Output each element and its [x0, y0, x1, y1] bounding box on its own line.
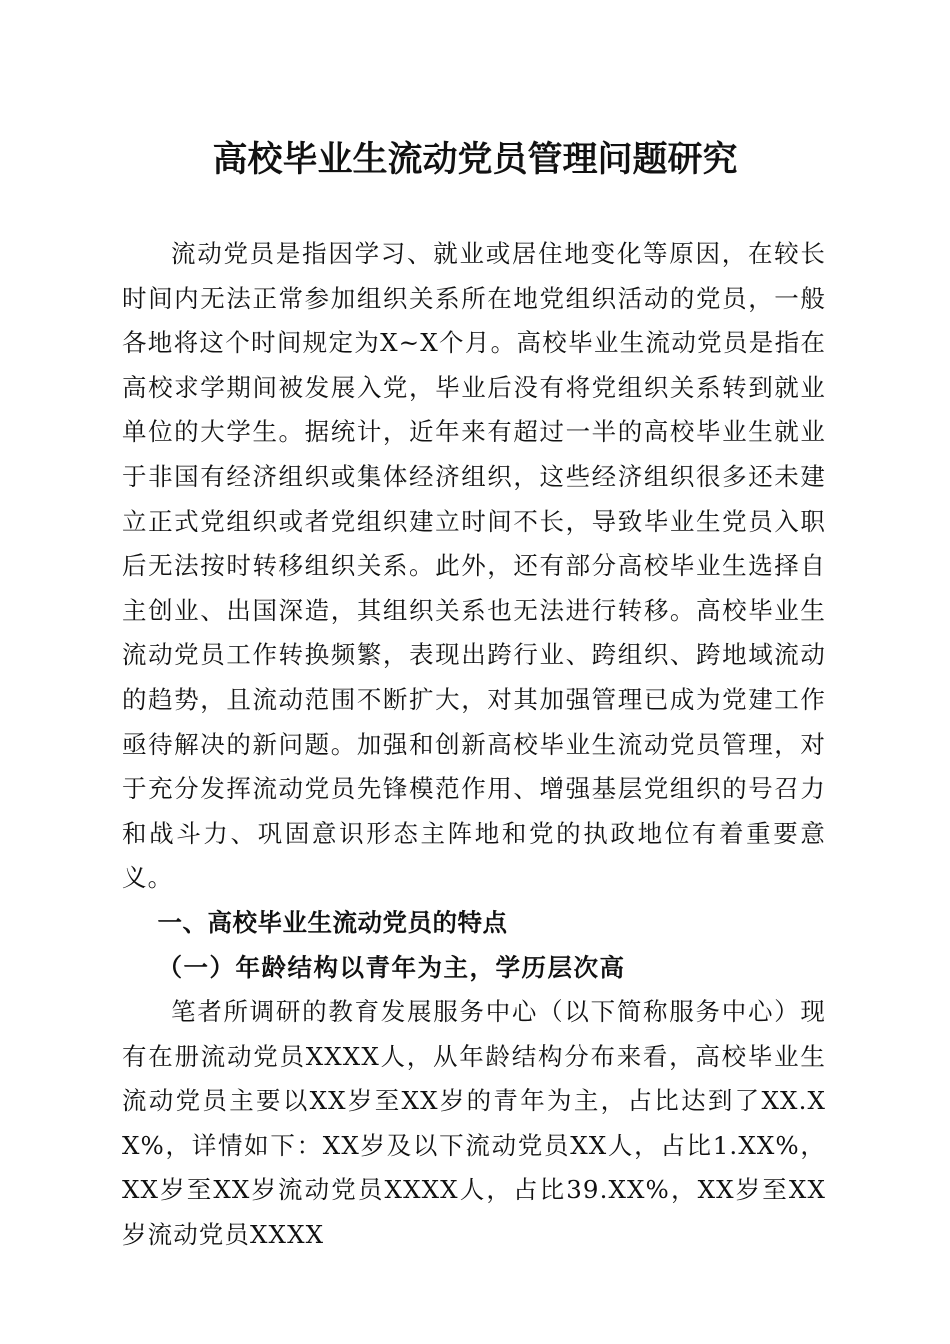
- document-body: [122, 232, 826, 1258]
- subsection-paragraph: 笔者所调研的教育发展服务中心（以下简称服务中心）现有在册流动党员XXXX人，从年龄结构分布来看，高校毕业生流动党员主要以XX岁至XX岁的青年为主，占比达到了XX.XX%，详情如下：XX岁及以下流动党员XX人，占比1.XX%，XX岁至XX岁流动党员XXXX人，占比39.XX%，XX岁至XX岁流动党员XXXX: [122, 997, 826, 1250]
- section-heading: 一、高校毕业生流动党员的特点: [157, 907, 508, 937]
- subsection-heading: （一）年龄结构以青年为主，学历层次高: [157, 952, 626, 982]
- intro-paragraph: 流动党员是指因学习、就业或居住地变化等原因，在较长时间内无法正常参加组织关系所在地党组织活动的党员，一般各地将这个时间规定为X~X个月。高校毕业生流动党员是指在高校求学期间被发展入党，毕业后没有将党组织关系转到就业单位的大学生。据统计，近年来有超过一半的高校毕业生就业于非国有经济组织或集体经济组织，这些经济组织很多还未建立正式党组织或者党组织建立时间不长，导致毕业生党员入职后无法按时转移组织关系。此外，还有部分高校毕业生选择自主创业、出国深造，其组织关系也无法进行转移。高校毕业生流动党员工作转换频繁，表现出跨行业、跨组织、跨地域流动的趋势，且流动范围不断扩大，对其加强管理已成为党建工作亟待解决的新问题。加强和创新高校毕业生流动党员管理，对于充分发挥流动党员先锋模范作用、增强基层党组织的号召力和战斗力、巩固意识形态主阵地和党的执政地位有着重要意义。: [122, 239, 826, 893]
- document-title: 高校毕业生流动党员管理问题研究: [212, 139, 738, 180]
